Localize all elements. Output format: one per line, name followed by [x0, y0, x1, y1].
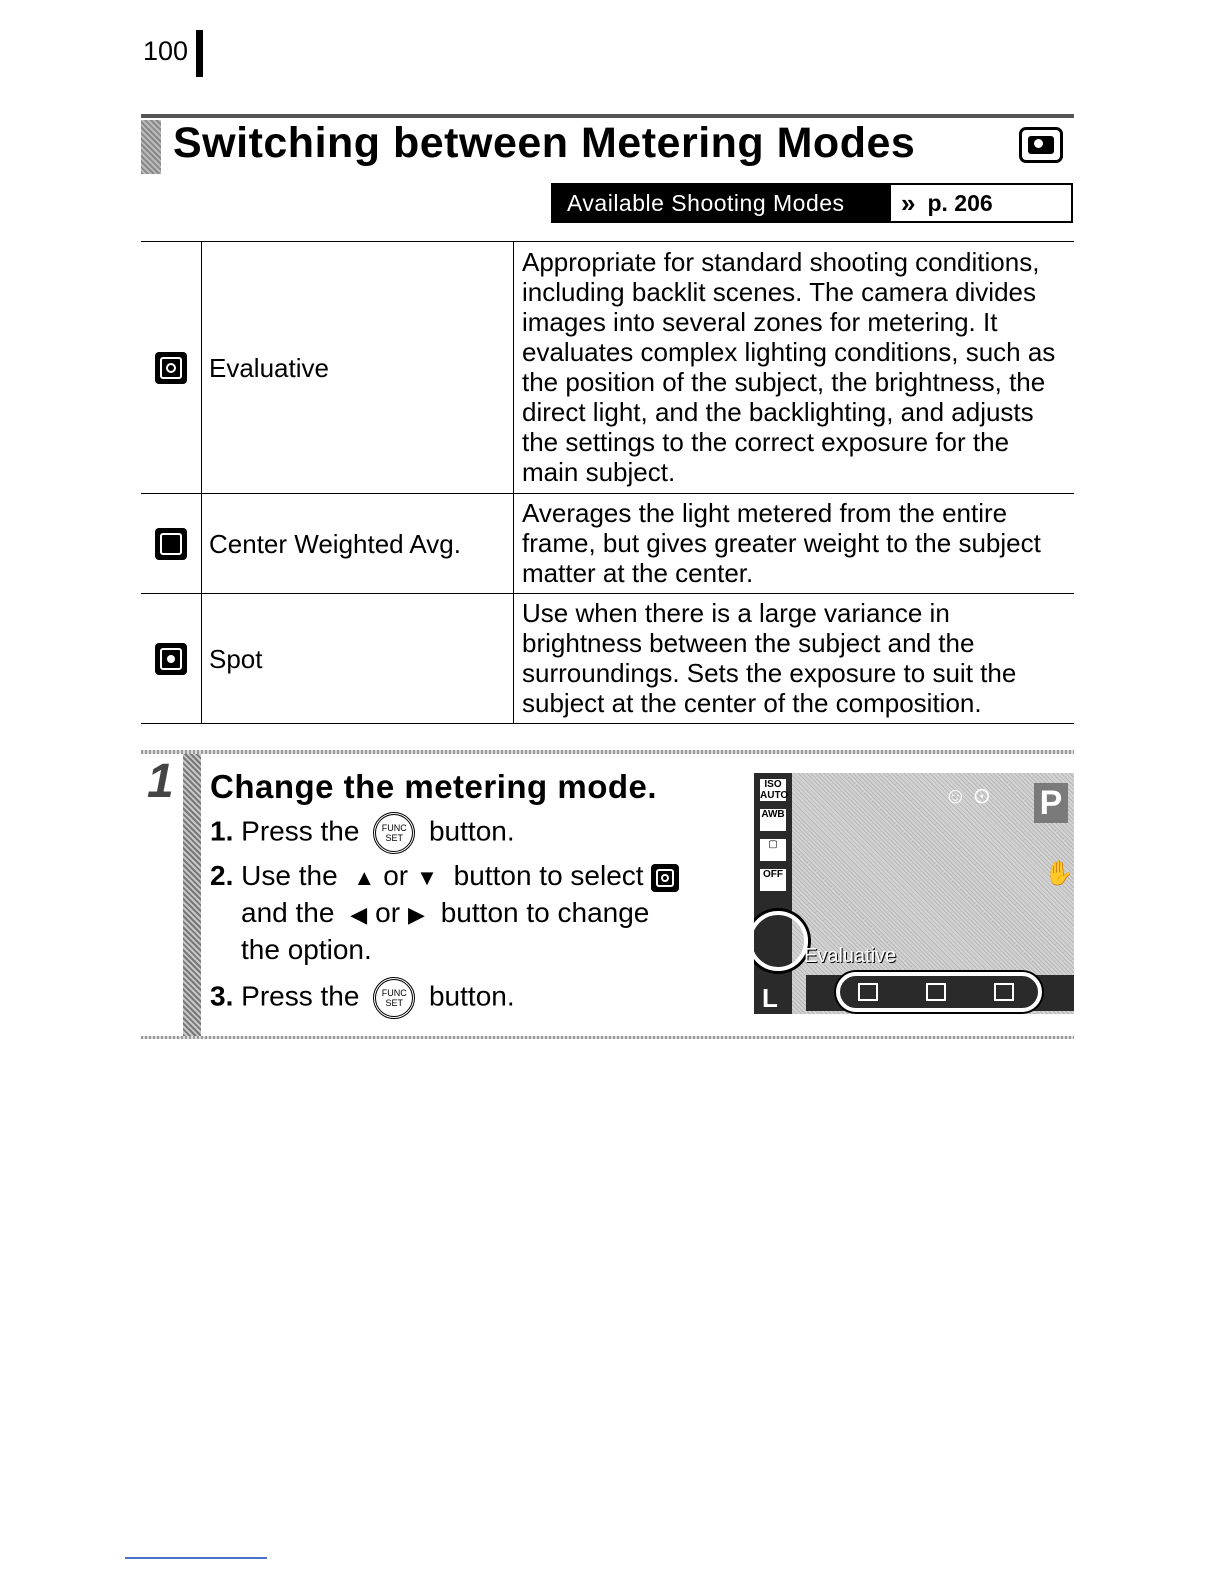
section-title: Switching between Metering Modes [173, 119, 916, 167]
selected-item-circle [754, 911, 808, 971]
func-set-button-icon: FUNC SET [373, 977, 415, 1019]
image-size-label: L [762, 983, 778, 1013]
mode-description: Use when there is a large variance in brightness between the subject and the surroundings. Sets the exposure to suit the subject at the center of the composition. [514, 594, 1075, 724]
step-side-bar [183, 754, 201, 1036]
mode-name: Center Weighted Avg. [202, 494, 514, 594]
table-row [141, 242, 1074, 494]
right-arrow-icon: ▶ [408, 901, 425, 927]
lcd-option-label: Evaluative [804, 945, 897, 967]
step-top-rule [141, 750, 1074, 754]
mode-description: Appropriate for standard shooting conditions, including backlit scenes. The camera divides images into several zones for metering. It evaluates complex lighting conditions, such as the position of the subject, the brightness, the direct light, and the backlighting, and adjusts the settings to the correct exposure for the main subject. [514, 242, 1075, 494]
available-modes-box [551, 183, 1073, 223]
available-modes-ref[interactable] [891, 185, 993, 221]
instruction-2: 2. Use the ▲ or ▼ button to select [210, 858, 679, 896]
title-marker [141, 120, 161, 174]
func-set-button-icon: FUNC SET [373, 812, 415, 854]
row-icon-cell [141, 594, 202, 724]
camera-shake-icon: ✋ [1044, 860, 1074, 887]
metering-modes-table [141, 241, 1074, 724]
camera-lcd-screenshot [754, 773, 1074, 1014]
step-bottom-rule [141, 1036, 1074, 1039]
center-weighted-metering-icon [926, 983, 946, 1001]
step-number: 1 [147, 755, 174, 808]
available-modes-label: Available Shooting Modes [553, 185, 891, 221]
center-weighted-metering-icon [155, 528, 187, 560]
page-number: 100 [143, 36, 189, 66]
title-rule [141, 114, 1074, 118]
left-arrow-icon: ◀ [350, 901, 368, 927]
instruction-1: 1. Press the FUNC SET button. [210, 812, 515, 854]
lcd-status-icons: ☺ ⊙ [944, 783, 992, 808]
evaluative-metering-icon [651, 864, 679, 892]
row-icon-cell [141, 494, 202, 594]
double-chevron-icon: » [901, 187, 916, 218]
shooting-mode-badge: P [1034, 783, 1068, 823]
iso-auto-icon: ISO AUTO [760, 779, 789, 801]
footer-link-line [125, 1557, 267, 1559]
evaluative-metering-icon [858, 983, 878, 1001]
step-title: Change the metering mode. [210, 768, 658, 805]
instruction-3: 3. Press the FUNC SET button. [210, 977, 515, 1019]
instruction-2-line-3: the option. [241, 934, 372, 965]
down-arrow-icon: ▼ [416, 864, 438, 890]
row-icon-cell [141, 242, 202, 494]
instruction-2-line-2: and the ◀ or ▶ button to change [241, 895, 649, 933]
flash-off-icon: OFF [760, 869, 786, 891]
spot-metering-icon [155, 643, 187, 675]
page-number-bar [196, 30, 203, 77]
evaluative-metering-icon [155, 352, 187, 384]
mode-description: Averages the light metered from the entire frame, but gives greater weight to the subject matter at the center. [514, 494, 1075, 594]
mode-name: Evaluative [202, 242, 514, 494]
up-arrow-icon: ▲ [353, 864, 376, 890]
white-balance-icon: AWB [760, 809, 786, 831]
table-row [141, 494, 1074, 594]
mode-name: Spot [202, 594, 514, 724]
drive-mode-icon: ▢ [760, 839, 786, 861]
spot-metering-icon [994, 983, 1014, 1001]
page-reference[interactable]: p. 206 [927, 189, 993, 216]
camera-mode-icon [1019, 127, 1063, 163]
table-row [141, 594, 1074, 724]
